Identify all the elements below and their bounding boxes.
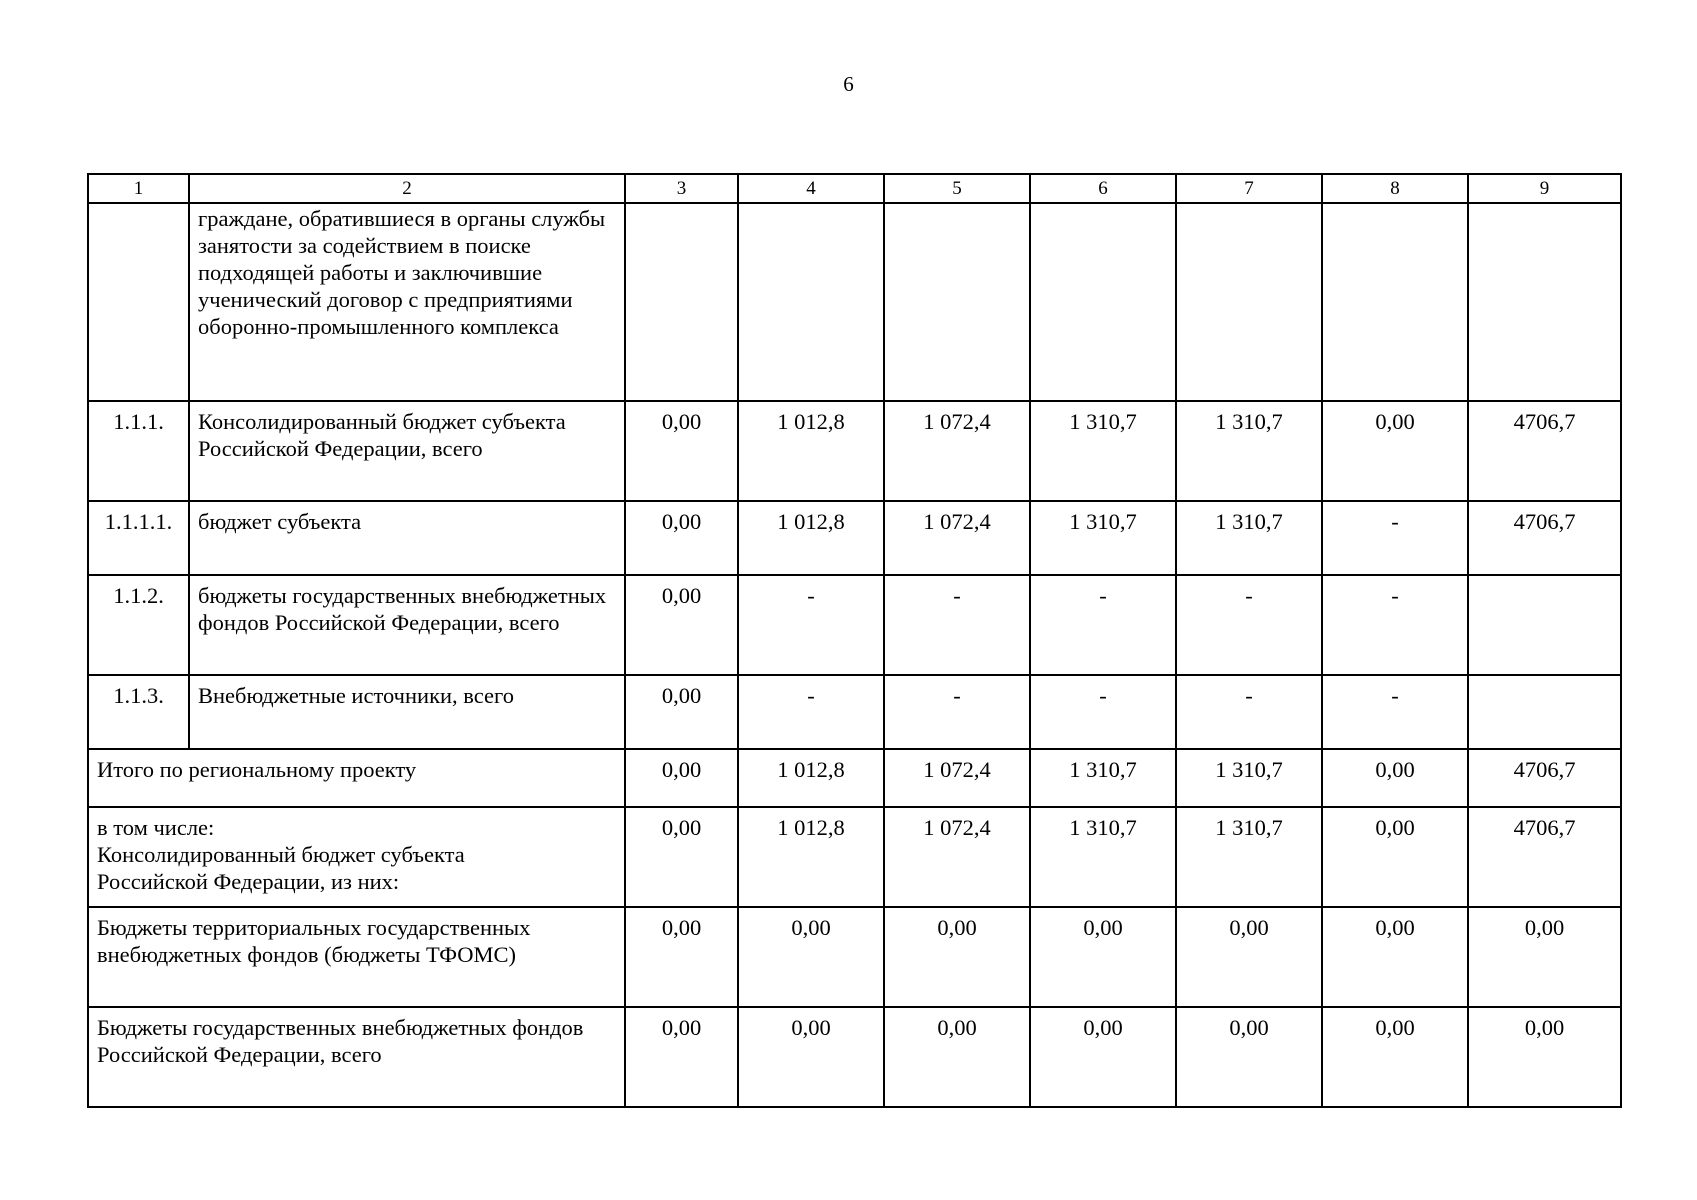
value-cell: 0,00 <box>625 907 738 1007</box>
value-cell: 4706,7 <box>1468 401 1621 501</box>
value-cell: 1 310,7 <box>1176 807 1322 907</box>
header-cell: 3 <box>625 174 738 203</box>
row-number <box>88 203 189 401</box>
value-cell: 1 012,8 <box>738 501 884 575</box>
value-cell: - <box>1322 675 1468 749</box>
header-cell: 7 <box>1176 174 1322 203</box>
value-cell: 0,00 <box>1322 807 1468 907</box>
value-cell: 0,00 <box>1322 749 1468 807</box>
table-row <box>88 401 1621 501</box>
value-cell: 1 310,7 <box>1176 501 1322 575</box>
value-cell: 4706,7 <box>1468 807 1621 907</box>
total-label: Бюджеты государственных внебюджетных фондов Российской Федерации, всего <box>88 1007 625 1107</box>
value-cell: 0,00 <box>738 907 884 1007</box>
row-label: бюджет субъекта <box>189 501 625 575</box>
value-cell: 0,00 <box>738 1007 884 1107</box>
value-cell: 1 310,7 <box>1176 749 1322 807</box>
value-cell: - <box>884 675 1030 749</box>
value-cell: 0,00 <box>625 675 738 749</box>
value-cell: 0,00 <box>1322 907 1468 1007</box>
value-cell: 0,00 <box>625 807 738 907</box>
value-cell: 1 012,8 <box>738 401 884 501</box>
value-cell <box>1468 675 1621 749</box>
table-row <box>88 675 1621 749</box>
total-row <box>88 749 1621 807</box>
total-row <box>88 1007 1621 1107</box>
value-cell: - <box>1176 575 1322 675</box>
value-cell: 1 012,8 <box>738 749 884 807</box>
value-cell: 1 072,4 <box>884 501 1030 575</box>
value-cell: 1 310,7 <box>1030 501 1176 575</box>
value-cell: 1 072,4 <box>884 807 1030 907</box>
value-cell: 0,00 <box>625 749 738 807</box>
header-cell: 1 <box>88 174 189 203</box>
page-number: 6 <box>843 72 854 96</box>
header-row <box>88 174 1621 203</box>
value-cell: 0,00 <box>1030 907 1176 1007</box>
value-cell <box>1468 575 1621 675</box>
value-cell: 1 012,8 <box>738 807 884 907</box>
value-cell: - <box>1176 675 1322 749</box>
header-cell: 6 <box>1030 174 1176 203</box>
value-cell: 4706,7 <box>1468 749 1621 807</box>
table-row <box>88 203 1621 401</box>
row-label: Внебюджетные источники, всего <box>189 675 625 749</box>
value-cell: 0,00 <box>1176 1007 1322 1107</box>
value-cell: - <box>738 675 884 749</box>
value-cell: - <box>1030 575 1176 675</box>
header-cell: 9 <box>1468 174 1621 203</box>
budget-table <box>87 173 1622 1108</box>
value-cell: 0,00 <box>625 501 738 575</box>
header-cell: 4 <box>738 174 884 203</box>
value-cell: 0,00 <box>1322 1007 1468 1107</box>
total-row <box>88 807 1621 907</box>
total-label: Бюджеты территориальных государственных внебюджетных фондов (бюджеты ТФОМС) <box>88 907 625 1007</box>
header-cell: 8 <box>1322 174 1468 203</box>
value-cell: 1 072,4 <box>884 749 1030 807</box>
value-cell: 0,00 <box>884 907 1030 1007</box>
total-label-line: Консолидированный бюджет субъекта Российской Федерации, из них: <box>97 842 465 894</box>
value-cell: 4706,7 <box>1468 501 1621 575</box>
row-label: бюджеты государственных внебюджетных фондов Российской Федерации, всего <box>189 575 625 675</box>
value-cell <box>1322 203 1468 401</box>
value-cell: - <box>1322 501 1468 575</box>
row-label: граждане, обратившиеся в органы службы занятости за содействием в поиске подходящей работы и заключившие ученический договор с предприятиями оборонно-промышленного комплекса <box>189 203 625 401</box>
total-label-line: в том числе: <box>97 815 215 840</box>
total-row <box>88 907 1621 1007</box>
value-cell <box>884 203 1030 401</box>
value-cell <box>625 203 738 401</box>
value-cell <box>1030 203 1176 401</box>
value-cell: - <box>1322 575 1468 675</box>
value-cell: 0,00 <box>1322 401 1468 501</box>
value-cell: 1 310,7 <box>1030 749 1176 807</box>
value-cell <box>738 203 884 401</box>
value-cell <box>1176 203 1322 401</box>
value-cell: 0,00 <box>1030 1007 1176 1107</box>
total-label <box>88 807 625 907</box>
table-row <box>88 575 1621 675</box>
table-row <box>88 501 1621 575</box>
row-number: 1.1.2. <box>88 575 189 675</box>
value-cell: 0,00 <box>1468 1007 1621 1107</box>
header-cell: 5 <box>884 174 1030 203</box>
value-cell: 0,00 <box>1468 907 1621 1007</box>
value-cell: - <box>1030 675 1176 749</box>
value-cell: 0,00 <box>1176 907 1322 1007</box>
row-label: Консолидированный бюджет субъекта Российской Федерации, всего <box>189 401 625 501</box>
row-number: 1.1.1. <box>88 401 189 501</box>
value-cell: 1 310,7 <box>1176 401 1322 501</box>
row-number: 1.1.1.1. <box>88 501 189 575</box>
value-cell: 1 310,7 <box>1030 807 1176 907</box>
value-cell <box>1468 203 1621 401</box>
value-cell: 0,00 <box>625 401 738 501</box>
value-cell: 0,00 <box>884 1007 1030 1107</box>
total-label: Итого по региональному проекту <box>88 749 625 807</box>
header-cell: 2 <box>189 174 625 203</box>
value-cell: 0,00 <box>625 1007 738 1107</box>
value-cell: - <box>738 575 884 675</box>
value-cell: 1 310,7 <box>1030 401 1176 501</box>
row-number: 1.1.3. <box>88 675 189 749</box>
value-cell: - <box>884 575 1030 675</box>
value-cell: 0,00 <box>625 575 738 675</box>
value-cell: 1 072,4 <box>884 401 1030 501</box>
